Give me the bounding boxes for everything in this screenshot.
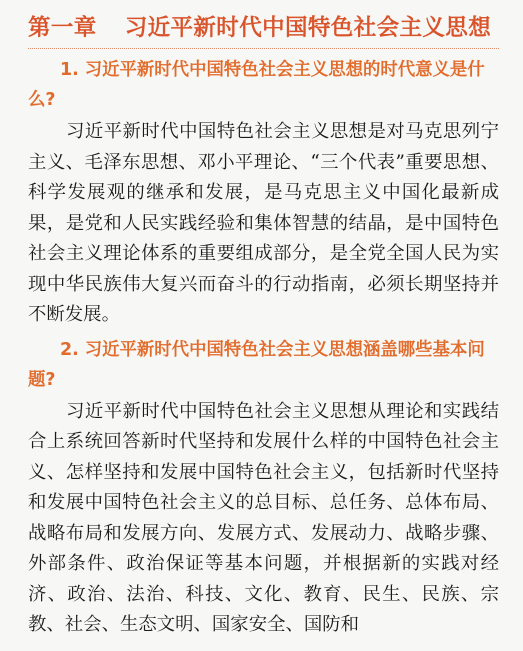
question-1-heading-text: 习近平新时代中国特色社会主义思想的时代意义是什么?: [28, 60, 485, 110]
question-2-answer: 习近平新时代中国特色社会主义思想从理论和实践结合上系统回答新时代坚持和发展什么样的中国特色社会主义、怎样坚持和发展中国特色社会主义，包括新时代坚持和发展中国特色社会主义的总目标、总任务、总体布局、战略布局和发展方向、发展方式、发展动力、战略步骤、外部条件、政治保证等基本问题，并根据新的实践对经济、政治、法治、科技、文化、教育、民生、民族、宗教、社会、生态文明、国家安全、国防和: [28, 400, 499, 635]
chapter-title-text: 习近平新时代中国特色社会主义思想: [124, 15, 492, 41]
chapter-number: 第一章: [28, 15, 97, 41]
question-1-number: 1.: [60, 60, 79, 80]
title-divider: [28, 48, 499, 49]
question-2-number: 2.: [60, 339, 79, 360]
chapter-title: [28, 12, 499, 44]
question-2-heading-text: 习近平新时代中国特色社会主义思想涵盖哪些基本问题?: [28, 339, 485, 390]
question-1-heading: [28, 55, 499, 115]
question-1-answer: 习近平新时代中国特色社会主义思想是对马克思列宁主义、毛泽东思想、邓小平理论、“三个代表”重要思想、科学发展观的继承和发展，是马克思主义中国化最新成果，是党和人民实践经验和集体智慧的结晶，是中国特色社会主义理论体系的重要组成部分，是全党全国人民为实现中华民族伟大复兴而奋斗的行动指南，必须长期坚持并不断发展。: [28, 121, 499, 325]
question-2-heading: [28, 335, 499, 395]
